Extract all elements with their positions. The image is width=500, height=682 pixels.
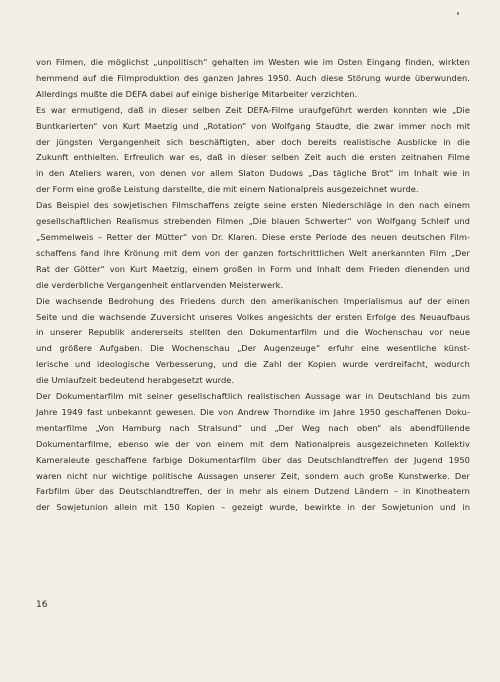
text-line: schaffens fand ihre Krönung mit dem von der ganzen fortschrittlichen Welt anerkannten Film „Der	[36, 247, 470, 258]
text-line: Kameraleute geschaffene farbige Dokumentarfilm über das Deutschlandtreffen der Jugend 1950	[36, 454, 470, 465]
page-number: 16	[36, 600, 48, 610]
text-line: lerische und ideologische Verbesserung, und die Zahl der Kopien wurde verdreifacht, wodurch	[36, 359, 470, 370]
text-line: und größere Aufgaben. Die Wochenschau „Der Augenzeuge“ erfuhr eine wesentliche künst-	[36, 343, 470, 354]
text-line: Farbfilm über das Deutschlandtreffen, der in mehr als einem Dutzend Ländern – in Kinotheatern	[36, 486, 470, 497]
text-line: Das Beispiel des sowjetischen Filmschaffens zeigte seine ersten Niederschläge in den nach einem	[36, 200, 470, 211]
text-line: die Umlaufzeit bedeutend herabgesetzt wurde.	[36, 375, 235, 386]
text-line: der Form eine große Leistung darstellte, die mit einem Nationalpreis ausgezeichnet wurde.	[36, 184, 419, 195]
text-line: gesellschaftlichen Realismus strebenden Filmen „Die blauen Schwerter“ von Wolfgang Schleif und	[36, 216, 470, 227]
text-line: Dokumentarfilme, ebenso wie der von einem mit dem Nationalpreis ausgezeichneten Kollektiv	[36, 438, 470, 449]
text-line: in den Ateliers waren, von denen vor allem Slaton Dudows „Das tägliche Brot“ im Inhalt wie in	[36, 168, 470, 179]
text-line: die verderbliche Vergangenheit entlarvenden Meisterwerk.	[36, 279, 284, 290]
text-line: Die wachsende Bedrohung des Friedens durch den amerikanischen Imperialismus auf der einen	[36, 295, 470, 306]
text-line: in unserer Republik andererseits stellten den Dokumentarfilm und die Wochenschau vor neue	[36, 327, 470, 338]
text-line: Allerdings mußte die DEFA dabei auf einige bisherige Mitarbeiter verzichten.	[36, 88, 358, 99]
text-line: der jüngsten Vergangenheit sich beschäftigten, aber doch bereits realistische Ausblicke in die	[36, 136, 470, 147]
text-line: Jahre 1949 fast unbekannt gewesen. Die von Andrew Thorndike im Jahre 1950 geschaffenen Doku-	[36, 406, 470, 417]
text-line: Der Dokumentarfilm mit seiner gesellschaftlich realistischen Aussage war in Deutschland bis zum	[36, 391, 470, 402]
text-line: waren nicht nur wichtige politische Aussagen unserer Zeit, sondern auch große Kunstwerke. Der	[36, 470, 470, 481]
text-line: Seite und die wachsende Zuversicht unseres Volkes angesichts der ersten Erfolge des Neuaufbaus	[36, 311, 470, 322]
text-line: von Filmen, die möglichst „unpolitisch“ gehalten im Westen wie im Osten Eingang finden, wirkten	[36, 57, 470, 67]
text-line: der Sowjetunion allein mit 150 Kopien – gezeigt wurde, bewirkte in der Sowjetunion und in	[36, 502, 470, 513]
text-line: Rat der Götter“ von Kurt Maetzig, einem großen in Form und Inhalt dem Frieden dienenden und	[36, 263, 470, 274]
text-line: „Semmelweis – Retter der Mütter“ von Dr. Klaren. Diese erste Periode des neuen deutschen Film-	[36, 231, 470, 242]
text-line: Es war ermutigend, daß in dieser selben Zeit DEFA-Filme uraufgeführt werden konnten wie „Die	[36, 104, 470, 115]
text-line: hemmend auf die Filmproduktion des ganzen Jahres 1950. Auch diese Störung wurde überwunden.	[36, 72, 470, 83]
text-line: Buntkarierten“ von Kurt Maetzig und „Rotation“ von Wolfgang Staudte, die zwar immer noch mit	[36, 120, 470, 131]
body-text	[36, 55, 470, 516]
text-line: mentarfilme „Von Hamburg nach Stralsund“ und „Der Weg nach oben“ als abendfüllende	[36, 422, 470, 433]
text-line: Zukunft enthielten. Erfreulich war es, daß in dieser selben Zeit auch die ersten zeitnahen Filme	[36, 152, 470, 163]
print-mark	[457, 12, 459, 15]
